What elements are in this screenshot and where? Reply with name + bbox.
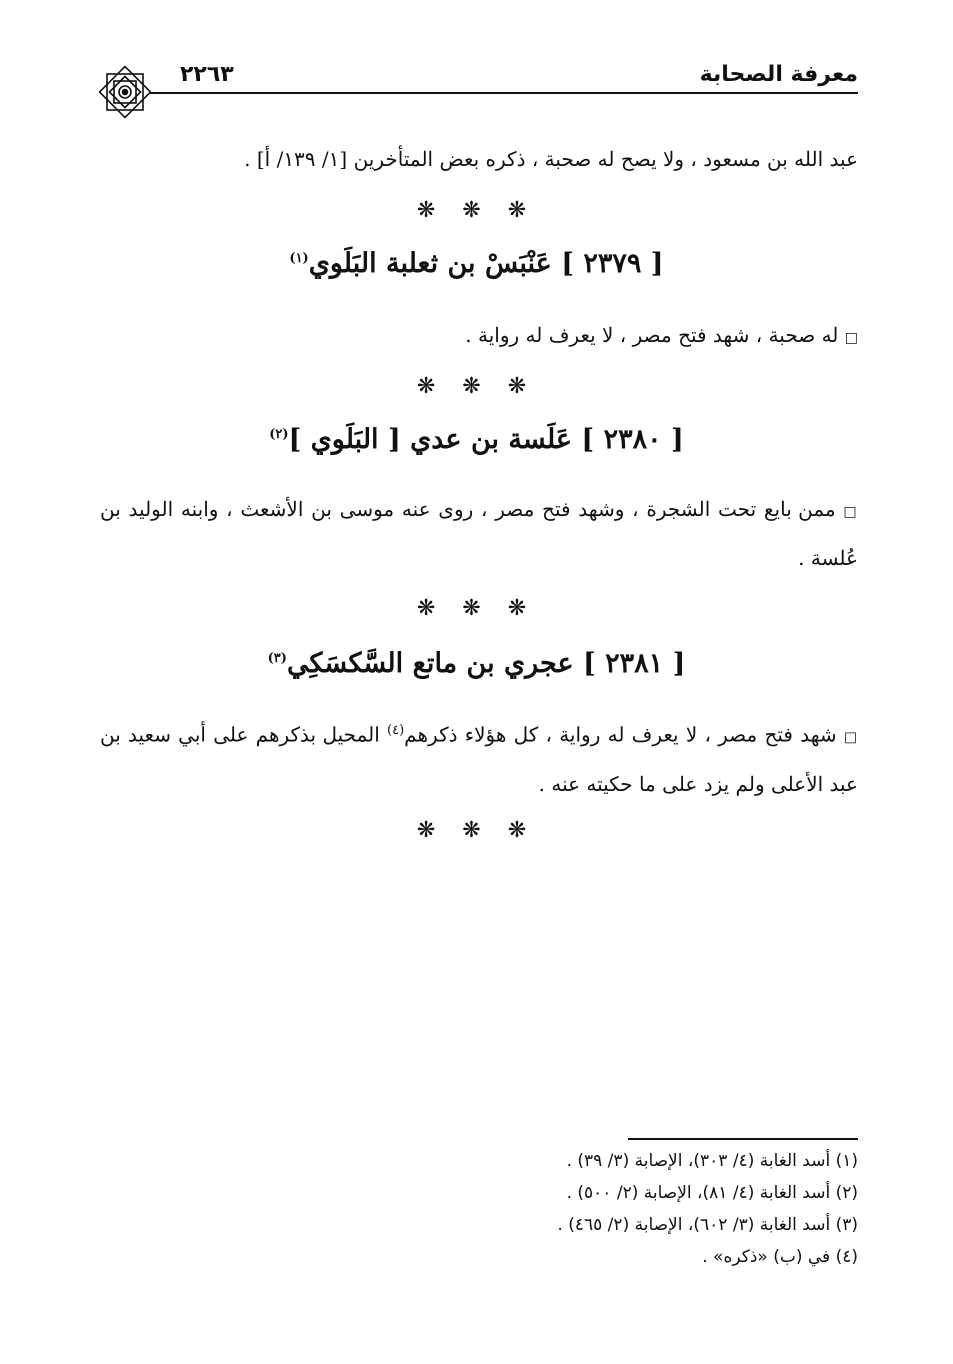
entry-heading-2380: [0, 424, 953, 455]
footnote-ref: (١): [289, 251, 309, 266]
entry-heading-2379: [0, 248, 953, 279]
entry-body: له صحبة ، شهد فتح مصر ، لا يعرف له رواية .: [465, 323, 839, 347]
entry-heading-text: [ ٢٣٨١ ] عجري بن ماتع السَّكسَكِي: [286, 648, 686, 679]
footnote-ref: (٢): [269, 427, 289, 442]
footnote-text: أسد الغابة (٤/ ٣٠٣)، الإصابة (٣/ ٣٩) .: [566, 1151, 831, 1171]
star-rosette-icon: [93, 60, 157, 124]
footnote-ref: (٣): [267, 651, 287, 666]
continuation-paragraph: عبد الله بن مسعود ، ولا يصح له صحبة ، ذكره بعض المتأخرين [١/ ١٣٩/ أ] .: [244, 147, 858, 171]
footnote-text: أسد الغابة (٤/ ٨١)، الإصابة (٢/ ٥٠٠) .: [566, 1183, 831, 1203]
entry-box-marker: □: [843, 729, 859, 746]
footnote-text: في (ب) «ذكره» .: [702, 1247, 831, 1267]
section-separator: ❋ ❋ ❋: [416, 596, 537, 621]
page-number: ٢٢٦٣: [180, 62, 234, 87]
footnote-ref: (٤): [387, 723, 405, 738]
entry-box-marker: □: [844, 330, 858, 346]
footnote-1: [100, 1146, 858, 1176]
header-rule: [150, 92, 858, 94]
footnote-text: أسد الغابة (٣/ ٦٠٢)، الإصابة (٢/ ٤٦٥) .: [557, 1215, 831, 1235]
entry-box-marker: □: [843, 504, 859, 520]
entry-body-before-ref: شهد فتح مصر ، لا يعرف له رواية ، كل هؤلاء ذكرهم: [404, 722, 837, 747]
entry-heading-text: [ ٢٣٧٩ ] عَنْبَسْ بن ثعلبة البَلَوي: [308, 248, 664, 279]
footnote-number: (٢): [835, 1183, 858, 1203]
section-separator: ❋ ❋ ❋: [416, 818, 537, 843]
running-header-title: معرفة الصحابة: [699, 62, 858, 87]
entry-body: ممن بايع تحت الشجرة ، وشهد فتح مصر ، روى عنه موسى بن الأشعث ، وابنه الوليد بن عُلسة .: [100, 497, 858, 570]
section-separator: ❋ ❋ ❋: [416, 374, 537, 399]
entry-text-2381: [100, 708, 858, 807]
entry-body-after-ref: المحيل بذكرهم على أبي سعيد بن عبد الأعلى ولم يزد على ما حكيته عنه .: [100, 722, 858, 796]
footnote-number: (٣): [835, 1215, 858, 1235]
footnote-number: (٤): [835, 1247, 858, 1267]
footnote-4: [100, 1242, 858, 1272]
entry-text-2379: [100, 312, 858, 361]
footnote-number: (١): [835, 1151, 858, 1171]
entry-heading-2381: [0, 648, 953, 679]
footnote-2: [100, 1178, 858, 1208]
footnote-rule: [628, 1138, 858, 1140]
entry-heading-text: [ ٢٣٨٠ ] عَلَسة بن عدي [ البَلَوي ]: [288, 424, 684, 455]
footnote-3: [100, 1210, 858, 1240]
entry-text-2380: [100, 486, 858, 581]
section-separator: ❋ ❋ ❋: [416, 198, 537, 223]
